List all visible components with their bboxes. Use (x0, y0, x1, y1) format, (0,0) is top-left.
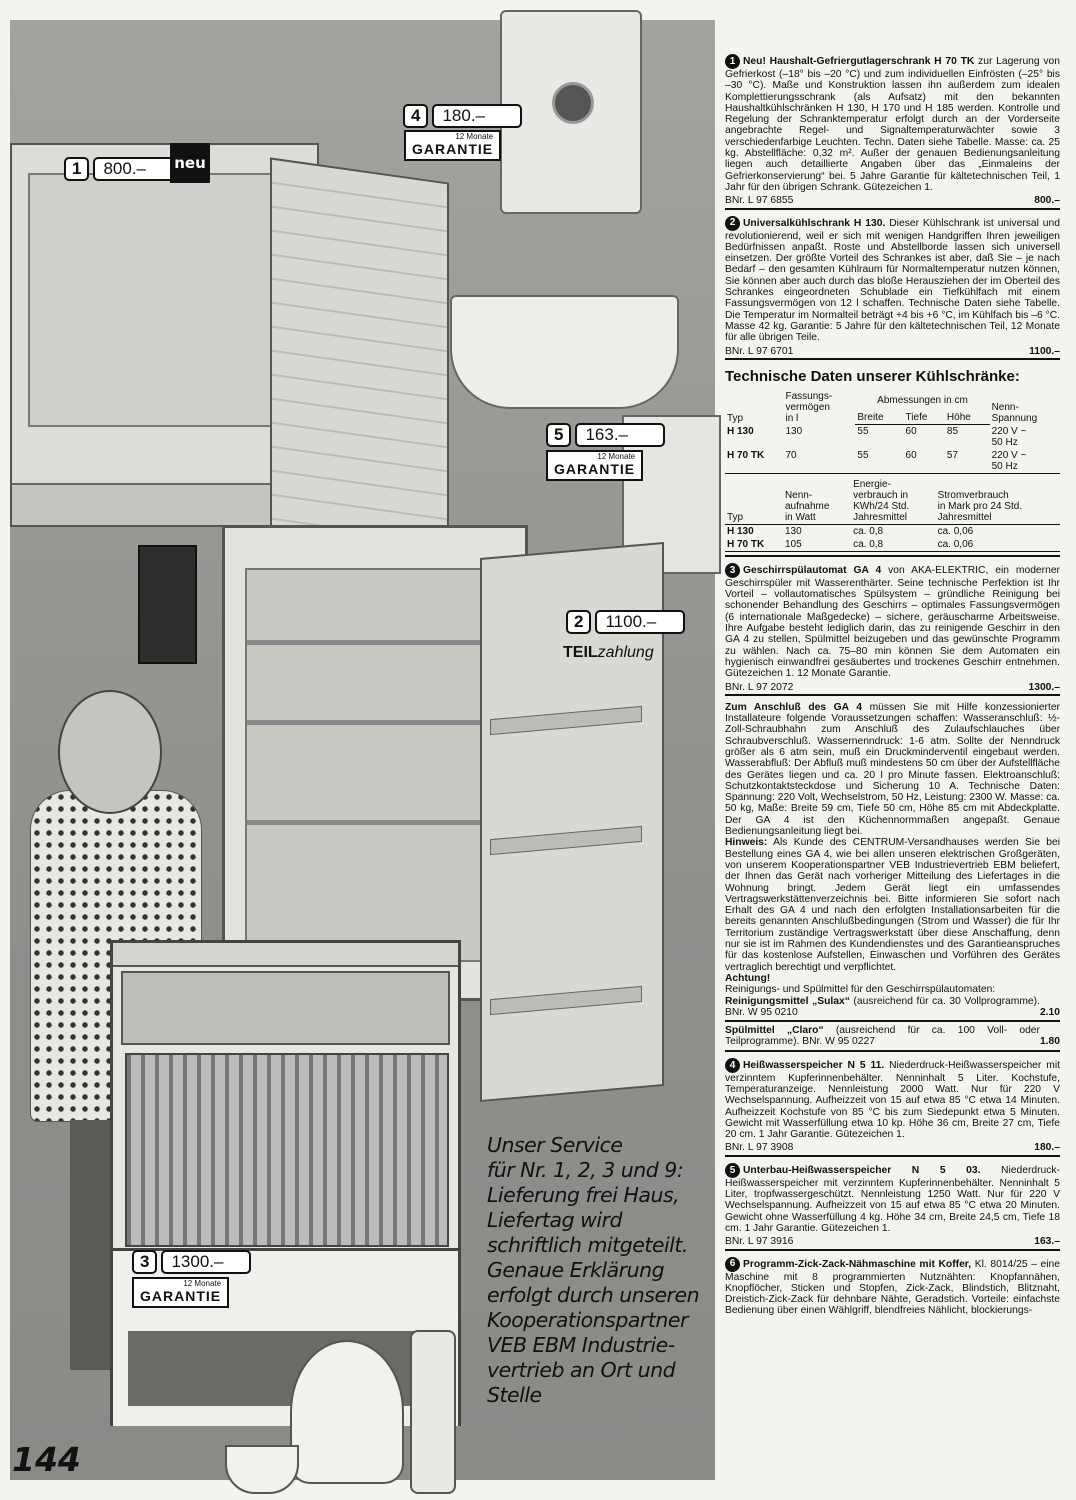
tag-number: 1 (64, 157, 89, 181)
tech-table-2 (725, 478, 1060, 552)
cell: H 130 (727, 525, 754, 537)
neu-badge: neu (170, 143, 210, 183)
cell: ca. 0,06 (936, 538, 1060, 552)
order-number: BNr. L 97 6855 (725, 195, 794, 207)
tag-number: 2 (566, 610, 591, 634)
cell: 130 (785, 425, 803, 437)
product-description-column (725, 54, 1060, 1323)
cell: ca. 0,8 (853, 525, 884, 537)
fridge-shelf (247, 640, 497, 645)
girl-head (58, 690, 162, 814)
service-line: Lieferung frei Haus, (487, 1183, 680, 1207)
door-shelf (490, 986, 642, 1015)
order-line (725, 1236, 1060, 1250)
col-nennspannung: Nenn- Spannung (991, 401, 1038, 424)
item-title: Heißwasserspeicher N 5 11. (743, 1059, 885, 1071)
item-body: zur Lagerung von Gefrierkost (–18° bis –20 °C) und zum individuellen Einfrösten (–25° bis –30 °C). Maße und Konstruktion lassen ihn außerdem zum idealen Komplettierungsschrank (als Aufsatz) mit den bekannten Haushaltkühlschränken H 130, H 170 und H 185 werden. Kontrolle und Regelung der Schranktemperatur erfolgt durch an der Vorderseite angebrachte Regel- und Signaltemperaturwächter sowie 3 verschiedenfarbige Leuchten. Techn. Daten siehe Tabelle. Masse: ca. 25 kg. Abstellfläche: 0,32 m². Außer der genauen Bedienungsanleitung liegen auch detaillierte Angaben über das „Einmaleins der Gefrierkonservierung“ bei. 5 Jahre Garantie für kältetechnischen Teil, 1 Jahr für den übrigen Schrank. Gütezeichen 1. (725, 56, 1060, 193)
garantie-label: GARANTIE (140, 1288, 222, 1304)
divider (725, 1050, 1060, 1052)
claro-body: (ausreichend für ca. 100 Voll- oder Teilprogramme). BNr. W 95 0227 (725, 1025, 1040, 1048)
fridge-shelf (247, 720, 497, 725)
garantie-badge-3 (132, 1277, 229, 1308)
item-number-badge: 6 (725, 1257, 740, 1272)
table-row (725, 524, 1060, 538)
cell: 220 V ~ 50 Hz (991, 425, 1027, 448)
refrigerator-interior (245, 568, 499, 962)
col-tiefe: Tiefe (904, 407, 945, 425)
garantie-label: GARANTIE (554, 461, 636, 477)
item-price: 800.– (1034, 195, 1060, 207)
item-title: Geschirrspülautomat GA 4 (743, 565, 882, 577)
table-row (725, 425, 1060, 449)
cell: 55 (857, 426, 869, 438)
dishwasher-door (113, 1248, 458, 1426)
sulax-body: (ausreichend für ca. 30 Vollprogramme). BNr. W 95 0210 (725, 995, 1040, 1018)
hinweis-body: Als Kunde des CENTRUM-Versandhauses werden Sie bei Bestellung eines GA 4, wie bei allen unseren elektrischen Großgeräten, von unserem Kooperationspartner VEB Industrievertrieb EBM beliefert, der Ihnen das Gerät nach vorheriger Mitteilung des Liefertages in die Wohnung bringt. Jedem Gerät liegt ein umfassendes Vertragswerkstättenverzeichnis bei. Bitte informieren Sie sofort nach Erhalt des GA 4 und nach den erfolgten Installationsarbeiten für die bereits genannten Anschlußbedingungen (Strom und Wasser) die für Ihr Territorium zuständige Vertragswerkstatt über diese Anschaffung, denn nur sie ist im Rahmen des Kundendienstes und des Garantieanspruches für das kostenlose Aufstellen, Einwaschen und Vorführen des Gerätes vertraglich berechtigt und verpflichtet. (725, 837, 1061, 973)
col-breite: Breite (855, 407, 903, 425)
order-number: BNr. L 97 3916 (725, 1236, 794, 1248)
detergent-bottle-image (410, 1330, 456, 1494)
tag-price: 180.– (432, 104, 522, 128)
cup-image (225, 1445, 299, 1494)
garantie-label: GARANTIE (412, 141, 494, 157)
dishwasher-image (110, 940, 461, 1426)
service-line: VEB EBM Industrie- (487, 1333, 675, 1357)
cell: 105 (783, 538, 851, 552)
cell: H 70 TK (725, 449, 783, 474)
wash-basin-image (450, 295, 679, 409)
tag-price: 1100.– (595, 610, 685, 634)
order-number: BNr. L 97 3908 (725, 1142, 794, 1154)
thermostat-knob (552, 82, 594, 124)
garantie-badge-5 (546, 450, 643, 481)
tag-price: 800.– (93, 157, 183, 181)
item-number-badge: 2 (725, 216, 740, 231)
tag-number: 4 (403, 104, 428, 128)
cell: H 130 (727, 425, 754, 437)
service-line: vertrieb an Ort und (487, 1358, 676, 1382)
teapot-image (290, 1340, 404, 1484)
product-item-2 (725, 216, 1060, 360)
cell: 55 (855, 449, 903, 474)
anschluss-lead: Zum Anschluß des GA 4 (725, 701, 862, 713)
product-item-3 (725, 563, 1060, 696)
table-row (725, 449, 1060, 474)
cell: ca. 0,8 (851, 538, 936, 552)
tag-price: 1300.– (161, 1250, 251, 1274)
achtung-body: Reinigungs- und Spülmittel für den Geschirrspülautomaten: (725, 984, 996, 996)
price-tag-3 (132, 1250, 251, 1274)
teil-text: TEIL (563, 644, 598, 661)
garantie-badge-4 (404, 130, 501, 161)
item-price: 163.– (1034, 1236, 1060, 1248)
col-fassungsvermoegen: Fassungs- vermögen in l (785, 390, 833, 424)
item-title: Universalkühlschrank H 130. (743, 217, 886, 229)
item-title: Neu! Haushalt-Gefriergutlagerschrank H 70 TK (743, 56, 975, 68)
price-tag-4 (403, 104, 522, 128)
order-number: BNr. L 97 6701 (725, 345, 794, 357)
col-typ: Typ (725, 478, 783, 525)
item-body: Kl. 8014/25 – eine Maschine mit 8 programmierten Nutznähten: Knopfannähen, Knopflöcher, Sticken und Stopfen, Zick-Zack, Blindstich, Blitznaht, Dreistich-Zick-Zack für dehnbare Nähte, Geradstich. Vorteile: einfachste Bedienung über einen Wählgriff, blendfreies Nählicht, blockierungs- (725, 1258, 1061, 1317)
item-price: 1300.– (1028, 681, 1060, 693)
col-energieverbrauch: Energie- verbrauch in KWh/24 Std. Jahresmittel (851, 478, 936, 525)
divider (725, 1020, 1060, 1022)
cell: H 70 TK (725, 538, 783, 552)
sulax-line (725, 996, 1060, 1019)
installation-notes (725, 702, 1060, 1052)
order-line (725, 346, 1060, 360)
item-price: 180.– (1034, 1142, 1060, 1154)
dishwasher-top (113, 943, 458, 967)
garantie-months: 12 Monate (455, 132, 494, 141)
cell: 70 (783, 449, 855, 474)
sulax-price: 2.10 (1039, 1006, 1060, 1018)
product-item-6 (725, 1257, 1060, 1317)
achtung-label: Achtung! (725, 972, 771, 984)
price-tag-5 (546, 423, 665, 447)
garantie-months: 12 Monate (183, 1279, 222, 1288)
order-line (725, 682, 1060, 696)
order-line (725, 195, 1060, 209)
service-line: erfolgt durch unseren (487, 1283, 700, 1307)
service-line: Genaue Erklärung (487, 1258, 665, 1282)
item-title: Programm-Zick-Zack-Nähmaschine mit Koffer, (743, 1258, 972, 1270)
teilzahlung-label (563, 644, 654, 662)
cell: 130 (784, 525, 802, 537)
service-line: Kooperationspartner (487, 1308, 688, 1332)
page-number: 144 (12, 1440, 81, 1479)
door-shelf (490, 706, 642, 735)
item-body: Dieser Kühlschrank ist universal und revolutionierend, weil er sich mit wenigen Handgriffen Ihren jeweiligen Bedürfnissen anpaßt. Roste und Abstellborde lassen sich universell einsetzen. Der größte Vorteil des Schrankes ist aber, daß Sie – je nach Bedarf – den gesamten Kühlraum für Normaltemperatur nutzen können, Sie können aber auch durch das bloße Herausziehen der im Oberteil des Schrankes eingeordneten Schublade ein Tiefkühlfach mit einem Fassungsvermögen von 12 l schaffen. Technische Daten siehe Tabelle. Die Temperatur im Normalteil beträgt +4 bis +6 °C, im Kühlfach bis –6 °C. Masse 42 kg. Garantie: 5 Jahre für den kältetechnischen Teil, 12 Monate für alle übrigen Teile. (725, 217, 1060, 344)
tag-number: 5 (546, 423, 571, 447)
item-number-badge: 4 (725, 1058, 740, 1073)
item-body: Niederdruck-Heißwasserspeicher mit verzinntem Kupferinnenbehälter. Nenninhalt 5 Liter. Kochstufe, Temperaturanzeige. Nennleistung 2000 Watt. Nur für 220 V Wechselspannung. Aufheizzeit von 15 auf etwa 85 °C etwa 14 Minuten. Aufheizzeit Kochstufe von 85 °C bis zum Siedepunkt etwa 5 Minuten. Gewicht mit Wasserfüllung etwa 10 kp. Höhe 36 cm, Breite 27 cm, Tiefe 20 cm. 1 Jahr Garantie. Gütezeichen 1. (725, 1059, 1060, 1141)
dishwasher-control-panel (121, 971, 450, 1045)
service-note (487, 1133, 727, 1408)
sulax-lead: Reinigungsmittel „Sulax“ (725, 995, 850, 1007)
item-body: von AKA-ELEKTRIC, ein moderner Geschirrspüler mit Wasserenthärter. Seine technische Perfektion ist Ihr Vorteil – vollautomatisches Spülsystem – gründliche Reinigung bei schonender Behandlung des Geschirrs – optimales Fassungsvermögen (6 internationale Maßgedecke) – sichere, geräuscharme Arbeitsweise. Ihre Aufgabe besteht lediglich darin, das zu reinigende Geschirr in den GA 4 zu stellen, Spülmittel beizugeben und das gewünschte Programm zu wählen. Nach ca. 75–80 min können Sie dem Automaten ein hygienisch einwandfrei gesäubertes und trockenes Geschirr entnehmen. Gütezeichen 1. 12 Monate Garantie. (725, 565, 1060, 680)
order-line (725, 1142, 1060, 1156)
item-number-badge: 1 (725, 54, 740, 69)
table-row (725, 538, 1060, 552)
door-shelf (490, 826, 642, 855)
anschluss-body: müssen Sie mit Hilfe konzessionierter Installateure folgende Voraussetzungen schaffen: Wasseranschluß: ½-Zoll-Schraubhahn zum Anschluß des Zulaufschlauches über Schraubverschluß. Wassernenndruck: 1-6 atm. Sollte der Nenndruck größer als 6 atm sein, muß ein Druckminderventil eingebaut werden. Wasserabfluß: Der Abfluß muß mindestens 50 cm über der Aufstellfläche des Gerätes liegen und ca. 20 l pro Minute fassen. Elektroanschluß: Schutzkontaktsteckdose und Sicherung 10 A. Technische Daten: Spannung: 220 Volt, Wechselstrom, 50 Hz, Leistung: 2300 W. Masse: ca. 50 kg, Maße: Breite 59 cm, Tiefe 50 cm, Höhe 85 cm mit Abdeckplatte. Der GA 4 ist den Küchennormmaßen angepaßt. Genaue Bedienungsanleitung liegt bei. (725, 701, 1060, 838)
fridge-shelf (247, 820, 497, 825)
col-hoehe: Höhe (945, 407, 990, 425)
dishwasher-rack (125, 1053, 449, 1247)
col-nennaufnahme: Nenn- aufnahme in Watt (783, 478, 851, 525)
service-line: Unser Service (487, 1133, 623, 1157)
cell: 220 V ~ 50 Hz (990, 449, 1060, 474)
col-abmessungen: Abmessungen in cm (877, 394, 968, 406)
product-item-5 (725, 1163, 1060, 1251)
service-line: für Nr. 1, 2, 3 und 9: (487, 1158, 684, 1182)
product-item-1 (725, 54, 1060, 210)
claro-line (725, 1025, 1060, 1048)
cell: ca. 0,06 (937, 525, 974, 537)
price-tag-1 (64, 157, 183, 181)
zahlung-text: zahlung (597, 644, 654, 661)
item-number-badge: 5 (725, 1163, 740, 1178)
small-fridge-thumbnail (138, 545, 197, 664)
tech-table-1 (725, 390, 1060, 474)
cell: 60 (905, 426, 917, 438)
item-price: 1100.– (1029, 345, 1060, 357)
freezer-interior (28, 173, 282, 427)
claro-price: 1.80 (1039, 1036, 1060, 1048)
cell: 85 (946, 426, 959, 438)
cell: 57 (945, 449, 990, 474)
hinweis-lead: Hinweis: (725, 837, 768, 849)
claro-lead: Spülmittel „Claro“ (725, 1025, 824, 1037)
garantie-months: 12 Monate (597, 452, 636, 461)
service-line: schriftlich mitgeteilt. (487, 1233, 688, 1257)
service-line: Liefertag wird (487, 1208, 623, 1232)
tag-price: 163.– (575, 423, 665, 447)
cell: 60 (904, 449, 945, 474)
item-body: Niederdruck-Heißwasserspeicher mit verzinntem Kupferinnenbehälter. Nenninhalt 5 Liter, tropfwassergeschützt. Nennleistung 1250 Watt. Nur für 220 V Wechselspannung. Aufheizzeit von 15 auf etwa 85 °C etwa 20 Minuten. Gewicht ohne Wasserfüllung 4 kg. Höhe 34 cm, Breite 24,5 cm, Tiefe 18 cm. 1 Jahr Garantie. Gütezeichen 1. (725, 1165, 1060, 1234)
col-stromverbrauch: Stromverbrauch in Mark pro 24 Std. Jahresmittel (936, 478, 1060, 525)
price-tag-2 (566, 610, 685, 634)
item-number-badge: 3 (725, 563, 740, 578)
item-title: Unterbau-Heißwasserspeicher N 5 03. (743, 1165, 981, 1176)
tag-number: 3 (132, 1250, 157, 1274)
service-line: Stelle (487, 1383, 542, 1407)
divider (725, 555, 1060, 557)
tech-table-title: Technische Daten unserer Kühlschränke: (725, 367, 1020, 385)
product-item-4 (725, 1058, 1060, 1157)
col-typ: Typ (727, 412, 744, 424)
order-number: BNr. L 97 2072 (725, 681, 794, 693)
